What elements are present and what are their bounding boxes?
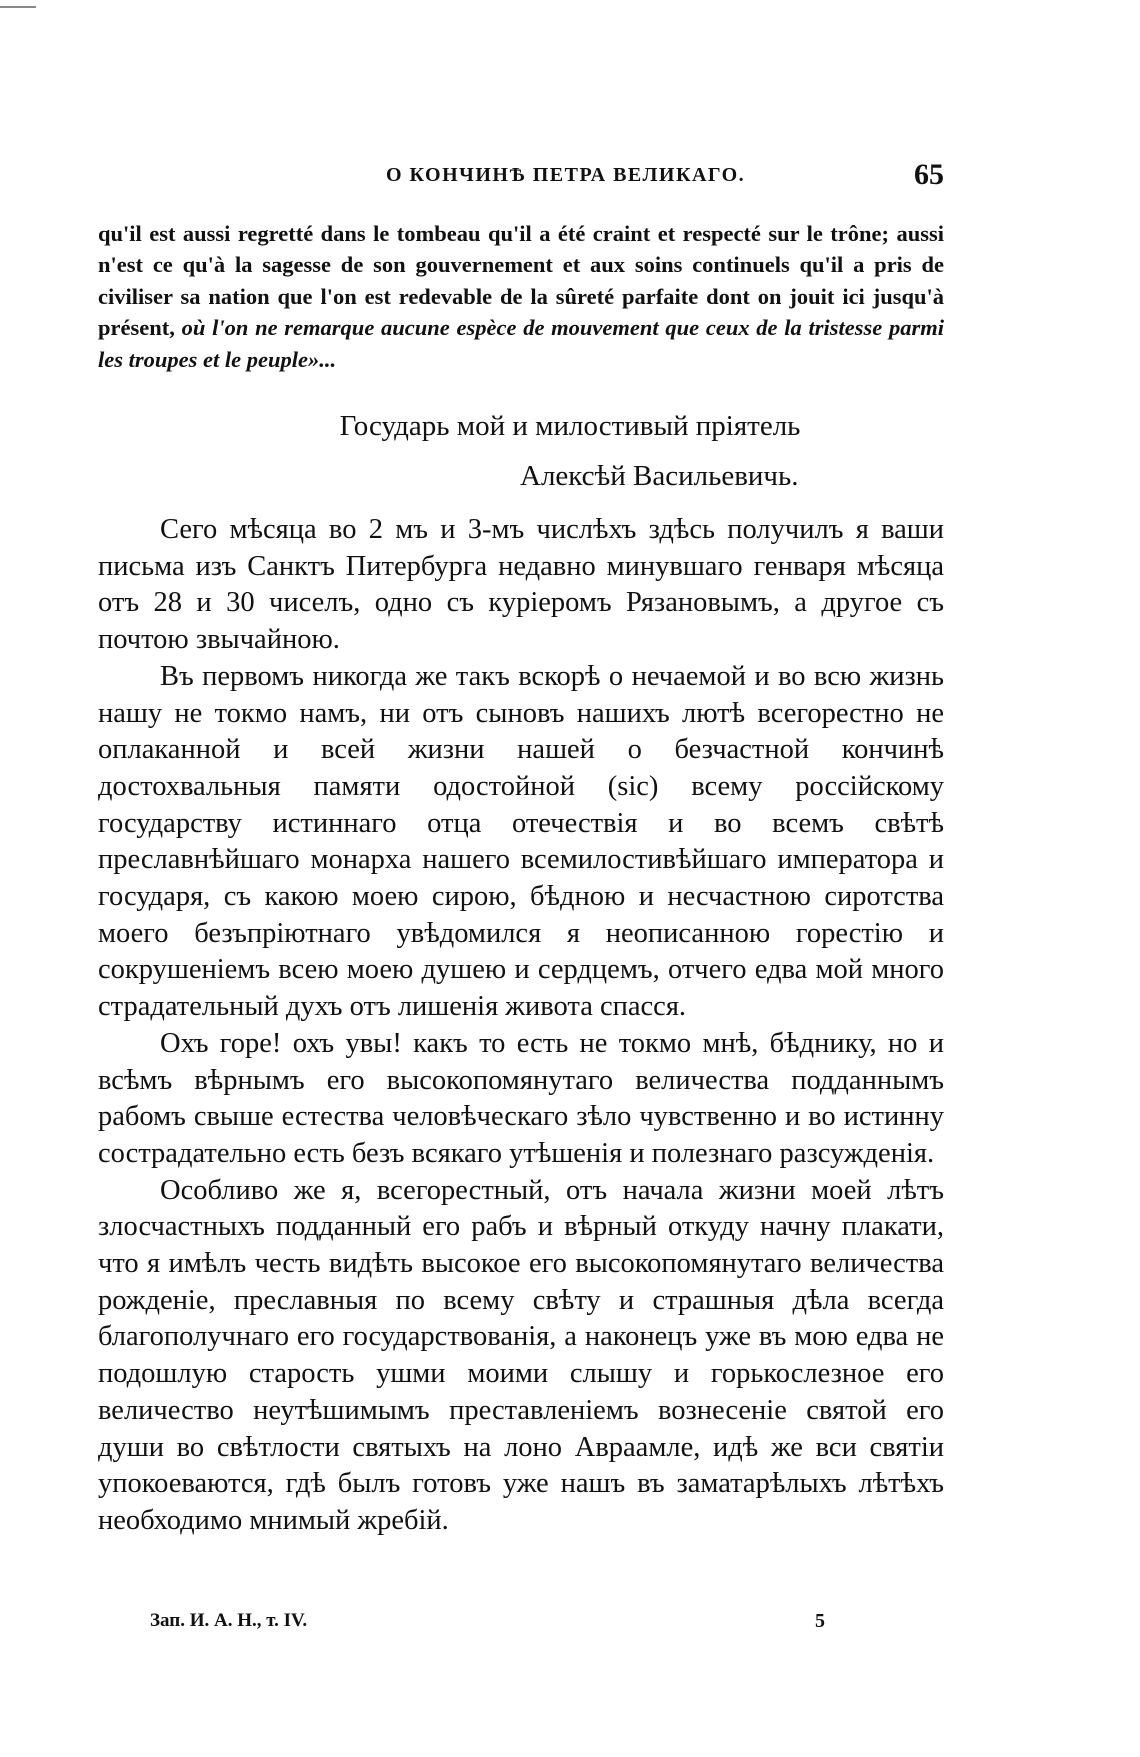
french-quote [98,218,944,375]
source-reference: Зап. И. А. Н., т. IV. [150,1610,308,1631]
paragraph-4: Особливо же я, всегорестный, отъ начала жизни моей лѣтъ злосчастныхъ подданный его рабъ и вѣрный откуду начну плакати, что я имѣлъ честь видѣть высокое его высокопомянутаго величества рожденіе, преславныя по всему свѣту и страшныя дѣла всегда благополучнаго его государствованія, а наконецъ уже въ мою едва не подошлую старость ушми моими слышу и горькослезное его величество неутѣшимымъ преставленіемъ вознесеніе святой его души во свѣтлости святыхъ на лоно Авраамле, идѣ же вси святіи упокоеваются, гдѣ былъ готовъ уже нашъ въ заматарѣлыхъ лѣтѣхъ необходимо мнимый жребій. [98,1174,944,1536]
page-footer [98,1610,944,1640]
french-quote-italic: où l'on ne remarque aucune espèce de mouvement que ceux de la tristesse parmi les troupes et le peuple»... [98,315,944,372]
letter-body [98,512,944,1540]
paragraph-3: Охъ горе! охъ увы! какъ то есть не токмо мнѣ, бѣднику, но и всѣмъ вѣрнымъ его высокопомянутаго величества подданнымъ рабомъ свыше естества человѣческаго зѣло чувственно и во истинну сострадательно есть безъ всякаго утѣшенія и полезнаго разсужденія. [98,1027,944,1169]
paragraph-1: Сего мѣсяца во 2 мъ и 3-мъ числѣхъ здѣсь получилъ я ваши письма изъ Санктъ Питербурга недавно минувшаго генваря мѣсяца отъ 28 и 30 чиселъ, одно съ куріеромъ Рязановымъ, а другое съ почтою звычайною. [98,514,944,656]
addressee: Алексѣй Васильевичь. [520,460,799,492]
running-head: О КОНЧИНѢ ПЕТРА ВЕЛИКАГО. [386,164,746,186]
french-quote-text: qu'il est aussi regretté dans le tombeau qu'il a été craint et respecté sur le trône; aussi n'est ce qu'à la sagesse de son gouvernement et aux soins continuels qu'il a pris de civiliser sa nation que l'on est redevable de la sûreté parfaite dont on jouit ici jusqu'à présent, [98,221,944,341]
page-header [98,158,944,198]
signature-mark: 5 [815,1610,825,1632]
paragraph-2: Въ первомъ никогда же такъ вскорѣ о нечаемой и во всю жизнь нашу не токмо намъ, ни отъ сыновъ нашихъ лютѣ всегорестно не оплаканной и всей жизни нашей о безчастной кончинѣ достохвальныя памяти одостойной (sic) всему россійскому государству истиннаго отца отечествія и во всемъ свѣтѣ преславнѣйшаго монарха нашего всемилостивѣйшаго императора и государя, съ какою моею сирою, бѣдною и несчастною сиротства моего безъпріютнаго увѣдомился я неописанною горестію и сокрушеніемъ всею моею душею и сердцемъ, отчего едва мой много страдательный духъ отъ лишенія живота спасся. [98,660,944,1023]
scan-corner-mark [0,6,36,8]
salutation: Государь мой и милостивый пріятель [339,410,801,442]
page-number: 65 [914,158,944,191]
